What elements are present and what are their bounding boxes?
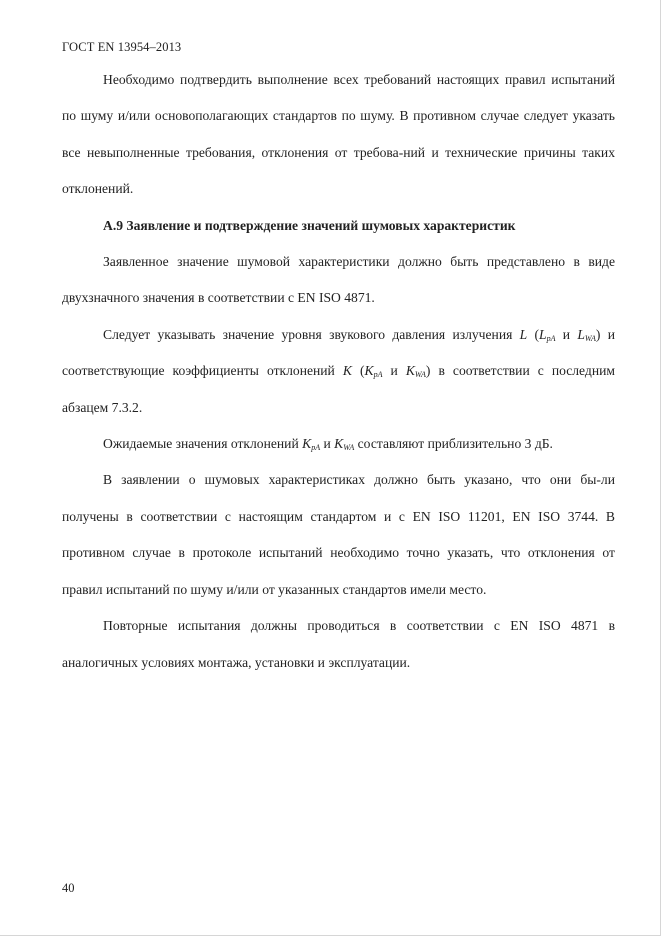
symbol-LpA: $L_{pA}$	[539, 326, 556, 343]
text-segment: составляют приблизительно 3 дБ.	[354, 436, 553, 452]
symbol-KpA: $K_{pA}$	[302, 436, 321, 453]
text-segment: Следует указывать значение уровня звукового давления излучения	[103, 326, 520, 342]
text-segment: (	[351, 363, 365, 379]
text-segment: и	[320, 436, 335, 452]
symbol-K: K	[342, 363, 352, 379]
paragraph-requirements: Необходимо подтвердить выполнение всех требований настоящих правил испытаний по шуму и/или основополагающих стандартов по шуму. В противном случае следует указать все невыполненные требования, отклонения от требова-ний и технические причины таких отклонений.	[62, 72, 615, 197]
paragraph-sound-pressure	[62, 317, 615, 426]
document-body	[62, 62, 615, 681]
paragraph-declaration-statement: В заявлении о шумовых характеристиках должно быть указано, что они бы-ли получены в соответствии с настоящим стандартом и с EN ISO 11201, EN ISO 3744. В противном случае в протоколе испытаний необходимо точно указать, что отклонения от правил испытаний по шуму и/или от указанных стандартов имели место.	[62, 472, 615, 597]
symbol-LWA: $L_{WA}$	[577, 326, 596, 343]
text-segment: ) и соответствующие коэффициенты отклонений	[62, 326, 615, 379]
text-segment: Ожидаемые значения отклонений	[103, 436, 303, 452]
symbol-KWA: $K_{WA}$	[405, 363, 426, 380]
symbol-KpA: $K_{pA}$	[364, 363, 383, 380]
text-segment: ) в соответствии с последним абзацем 7.3.2.	[62, 363, 615, 415]
section-heading: А.9 Заявление и подтверждение значений шумовых характеристик	[103, 217, 516, 233]
paragraph-declared-value: Заявленное значение шумовой характеристики должно быть представлено в виде двухзначного значения в соответствии с EN ISO 4871.	[62, 254, 615, 306]
document-header: ГОСТ EN 13954–2013	[62, 40, 182, 54]
text-segment: и	[382, 363, 406, 379]
paragraph-repeat-tests: Повторные испытания должны проводиться в соответствии с EN ISO 4871 в аналогичных условиях монтажа, установки и эксплуатации.	[62, 618, 615, 670]
symbol-KWA: $K_{WA}$	[334, 436, 355, 453]
page-number: 40	[62, 881, 75, 895]
paragraph-expected-deviations	[62, 426, 615, 462]
symbol-L: L	[519, 326, 528, 342]
text-segment: и	[555, 326, 578, 342]
text-segment: (	[527, 326, 540, 342]
